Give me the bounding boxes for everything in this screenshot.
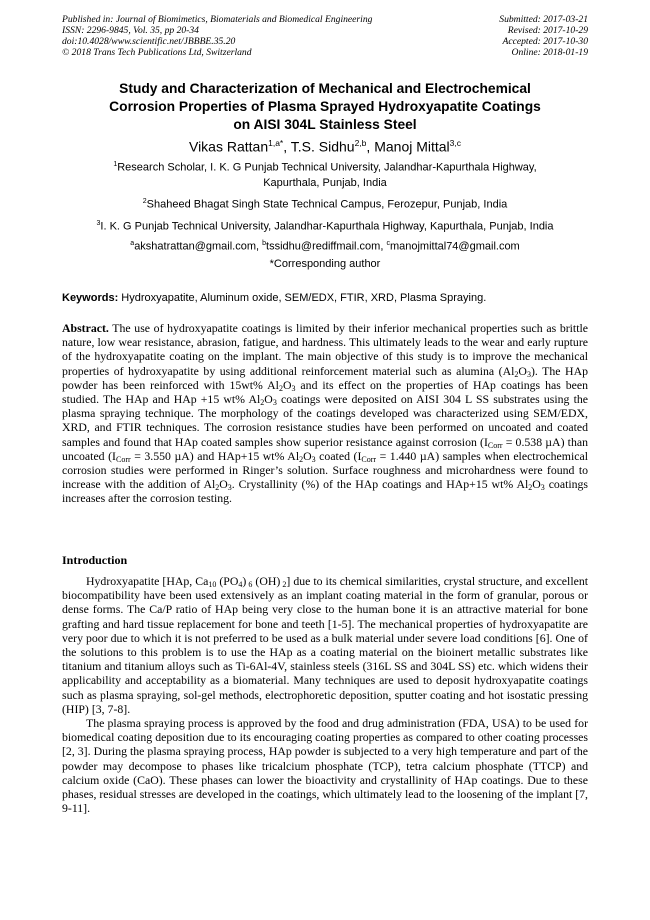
affiliation-text: I. K. G Punjab Technical University, Jalandhar-Kapurthala Highway, Kapurthala, Punjab, India — [100, 220, 554, 233]
paragraph — [62, 574, 588, 716]
author-name: Vikas Rattan — [188, 138, 269, 155]
email-mark: a — [130, 240, 135, 247]
publication-dates — [499, 14, 588, 58]
author-name: Manoj Mittal — [374, 138, 450, 155]
subscript: Corr — [115, 454, 131, 464]
author-emails — [30, 236, 620, 255]
affiliation-mark: 2 — [142, 198, 147, 205]
title-line: on AISI 304L Stainless Steel — [233, 117, 417, 132]
subscript: 2 — [299, 454, 304, 464]
abstract-text: = 3.550 µA) and HAp+15 wt% Al — [130, 448, 300, 463]
affiliation-mark: 1 — [113, 161, 118, 168]
email-mark: b — [262, 240, 267, 247]
subscript: 3 — [291, 383, 296, 393]
abstract — [62, 321, 588, 506]
author-separator: , — [283, 138, 291, 155]
paragraph: The plasma spraying process is approved by the food and drug administration (FDA, USA) to be used for biomedical coating deposition due to its encouraging coating properties as compared to other coating processes [2, 3]. During the plasma spraying process, HAp powder is subjected to a very high temperature and part of the powder may decompose to phases like tricalcium phosphate (TCP), tetra calcium phosphate (TTCP) and calcium oxide (CaO). These phases can lower the bioactivity and crystallinity of HAp coatings. Due to these phases, residual stresses are developed in the coatings, which ultimately lead to the loosening of the implant [7, 9-11]. — [62, 716, 588, 816]
abstract-text: coatings increases after the corrosion testing. — [62, 477, 589, 506]
abstract-text: ). The HAp powder has been reinforced with 15wt% Al — [62, 363, 588, 392]
keywords — [62, 291, 588, 305]
abstract-text: coated (I — [315, 448, 362, 463]
author-name: T.S. Sidhu — [290, 138, 355, 155]
email-text: manojmittal74@gmail.com — [389, 240, 520, 253]
author-separator: , — [366, 138, 375, 155]
title-line: Study and Characterization of Mechanical and Electrochemical — [119, 81, 531, 96]
copyright-line: © 2018 Trans Tech Publications Ltd, Switzerland — [62, 47, 252, 58]
affiliation-text: Research Scholar, I. K. G Punjab Technical University, Jalandhar-Kapurthala Highway, — [117, 161, 537, 174]
subscript: 2 — [528, 483, 533, 493]
section-heading-introduction: Introduction — [62, 553, 128, 567]
affiliation-mark: 3 — [96, 220, 101, 227]
abstract-text: The use of hydroxyapatite coatings is limited by their inferior mechanical properties such as brittle nature, low wear resistance, abrasion, fatigue, and hardness. This ultimately leads to the wear and early rupture of the hydroxyapatite coating on the implant. The main objective of this study is to improve the mechanical properties of hydroxyapatite by using additional reinforcement material such as alumina (Al — [62, 321, 588, 378]
journal-line: Published in: Journal of Biomimetics, Biomaterials and Biomedical Engineering — [62, 14, 373, 25]
introduction-body — [62, 574, 588, 815]
subscript: 3 — [540, 483, 545, 493]
author-affiliation-mark: 3,c — [449, 138, 462, 148]
abstract-text: O — [282, 377, 292, 392]
submitted-date: Submitted: 2017-03-21 — [499, 14, 588, 25]
abstract-text: O — [518, 363, 527, 378]
abstract-text: O — [532, 477, 541, 492]
affiliation-text: Shaheed Bhagat Singh State Technical Campus, Ferozepur, Punjab, India — [146, 198, 508, 211]
email-mark: c — [386, 240, 390, 247]
subscript: 6 — [246, 580, 253, 589]
abstract-text: = 1.440 µA) samples when electrochemical corrosion studies were performed in Ringer’s solution. Surface roughness and microhardness were found to increase with the addition of Al — [62, 448, 588, 492]
publication-info — [62, 14, 372, 58]
author-list — [40, 134, 610, 156]
subscript: 2 — [215, 483, 220, 493]
abstract-label: Abstract. — [62, 321, 109, 335]
doi-line: doi:10.4028/www.scientific.net/JBBBE.35.20 — [62, 36, 236, 47]
paragraph-text: (PO — [216, 574, 239, 588]
subscript: 4 — [238, 580, 243, 589]
abstract-text: and its effect on the properties of HAp coatings has been studied. The HAp and HAp +15 wt% Al — [62, 377, 588, 407]
subscript: 3 — [272, 398, 277, 408]
paragraph-text: ] due to its chemical similarities, crystal structure, and excellent biocompatibility have been used extensively as an implant coating material in the form of granular, porous or dense forms. The Ca/P ratio of HAp being very close to the human bone it is an attractive material for bone grafting and hard tissue replacement for bone and teeth [1-5]. The mechanical properties of hydroxyapatite are very poor due to which it is not preferred to be used as a bulk material under severe load conditions [6]. One of the solutions to this problem is to use the HAp as a coating material on the bioinert metallic substrates like titanium and titanium alloys such as Ti-6Al-4V, stainless steels (316L SS and 304L SS) etc. which widens their applicability and acceptability as a biomaterial. Many techniques are used to deposit hydroxyapatite coatings such as plasma spraying, sol-gel methods, electrophoretic deposition, sputter coating and hot isostatic pressing (HIP) [3, 7-8]. — [62, 574, 589, 716]
author-affiliation-mark: 2,b — [354, 138, 367, 148]
subscript: Corr — [487, 440, 503, 450]
subscript: Corr — [361, 454, 377, 464]
author-affiliation-mark: 1,a* — [268, 138, 284, 148]
abstract-text: O — [264, 392, 273, 407]
paragraph-text: (OH) — [252, 574, 281, 588]
affiliation-1 — [30, 157, 620, 191]
affiliation-text: Kapurthala, Punjab, India — [263, 176, 387, 189]
affiliation-3 — [30, 216, 620, 235]
keywords-text: Hydroxyapatite, Aluminum oxide, SEM/EDX, FTIR, XRD, Plasma Spraying. — [118, 292, 487, 304]
subscript: 10 — [208, 580, 217, 589]
keywords-label: Keywords: — [62, 292, 119, 304]
subscript: 3 — [227, 483, 232, 493]
subscript: 2 — [514, 369, 519, 379]
abstract-text: . Crystallinity (%) of the HAp coatings and HAp+15 wt% Al — [231, 477, 529, 492]
revised-date: Revised: 2017-10-29 — [507, 25, 588, 36]
corresponding-text: *Corresponding author — [269, 258, 381, 270]
paper-title — [40, 80, 610, 134]
subscript: 2 — [278, 383, 283, 393]
issn-line: ISSN: 2296-9845, Vol. 35, pp 20-34 — [62, 25, 199, 36]
email-text: tssidhu@rediffmail.com, — [266, 240, 387, 253]
paragraph-text: Hydroxyapatite [HAp, Ca — [86, 574, 209, 588]
subscript: 2 — [260, 398, 265, 408]
abstract-text: = 0.538 µA) than uncoated (I — [62, 434, 588, 463]
title-line: Corrosion Properties of Plasma Sprayed Hydroxyapatite Coatings — [109, 99, 541, 114]
abstract-text: O — [303, 448, 312, 463]
abstract-text: coatings were deposited on AISI 304 L SS substrates using the plasma spraying technique. The morphology of the coatings developed was characterized using SEM/EDX, XRD, and FTIR techniques. The corrosion resistance studies have been performed on uncoated and coated samples and found that HAp coated samples show superior resistance against corrosion (I — [62, 392, 588, 449]
subscript: 2 — [280, 580, 287, 589]
paragraph-text: ) — [242, 574, 247, 588]
accepted-date: Accepted: 2017-10-30 — [502, 36, 588, 47]
subscript: 3 — [526, 369, 531, 379]
corresponding-author-note — [30, 257, 620, 272]
online-date: Online: 2018-01-19 — [511, 47, 588, 58]
email-text: akshatrattan@gmail.com, — [134, 240, 263, 253]
abstract-text: O — [219, 477, 228, 492]
affiliation-2 — [30, 194, 620, 213]
subscript: 3 — [311, 454, 316, 464]
